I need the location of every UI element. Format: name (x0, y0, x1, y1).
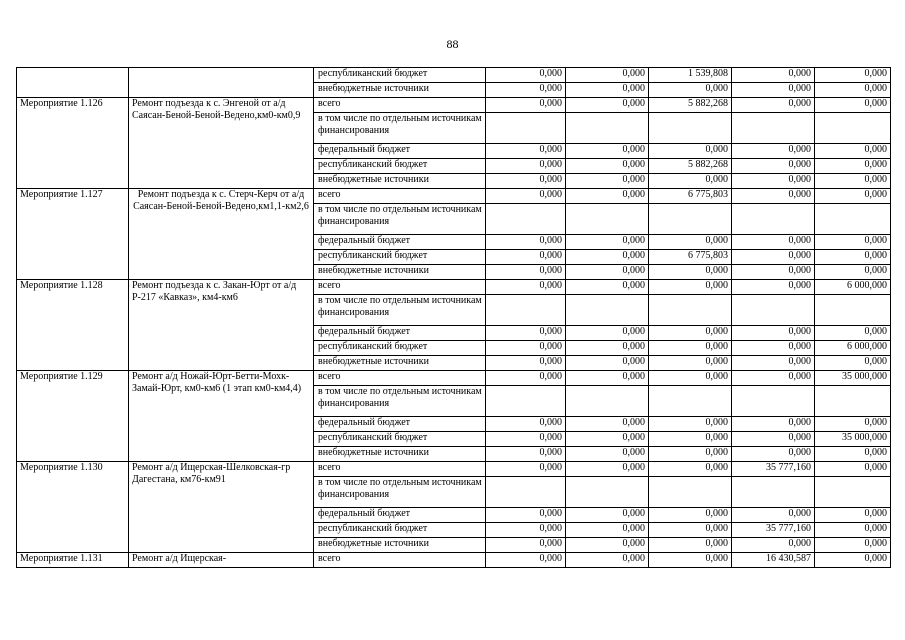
total-value-cell: 0,000 (649, 462, 732, 477)
offbudget-value-cell: 0,000 (732, 356, 815, 371)
source-label-cell: федеральный бюджет (314, 144, 486, 159)
federal-value-cell: 0,000 (815, 144, 891, 159)
measure-name-cell (129, 68, 314, 98)
total-value-cell: 0,000 (566, 371, 649, 386)
offbudget-value-cell: 0,000 (815, 174, 891, 189)
offbudget-value-cell: 0,000 (649, 538, 732, 553)
republic-value-cell: 0,000 (649, 341, 732, 356)
empty-value-cell (732, 204, 815, 235)
offbudget-value-cell: 0,000 (486, 538, 566, 553)
empty-value-cell (566, 295, 649, 326)
federal-value-cell: 0,000 (815, 508, 891, 523)
source-label-cell: республиканский бюджет (314, 159, 486, 174)
offbudget-value-cell: 0,000 (732, 265, 815, 280)
table-body (17, 68, 891, 568)
total-value-cell: 0,000 (566, 553, 649, 568)
total-value-cell: 0,000 (732, 280, 815, 295)
empty-value-cell (566, 477, 649, 508)
republic-value-cell: 0,000 (486, 523, 566, 538)
federal-value-cell: 0,000 (566, 144, 649, 159)
total-value-cell: 0,000 (566, 189, 649, 204)
federal-value-cell: 0,000 (566, 326, 649, 341)
total-value-cell: 16 430,587 (732, 553, 815, 568)
source-label-cell: в том числе по отдельным источникам финансирования (314, 386, 486, 417)
source-label-cell: федеральный бюджет (314, 508, 486, 523)
empty-value-cell (649, 477, 732, 508)
republic-value-cell: 0,000 (566, 68, 649, 83)
source-label-cell: республиканский бюджет (314, 432, 486, 447)
table-row (17, 371, 891, 386)
republic-value-cell: 35 000,000 (815, 432, 891, 447)
republic-value-cell: 0,000 (815, 523, 891, 538)
total-value-cell: 0,000 (566, 462, 649, 477)
offbudget-value-cell: 0,000 (649, 174, 732, 189)
offbudget-value-cell: 0,000 (649, 265, 732, 280)
empty-value-cell (815, 295, 891, 326)
federal-value-cell: 0,000 (486, 235, 566, 250)
republic-value-cell: 0,000 (486, 68, 566, 83)
republic-value-cell: 0,000 (732, 250, 815, 265)
source-label-cell: федеральный бюджет (314, 235, 486, 250)
total-value-cell: 0,000 (815, 189, 891, 204)
total-value-cell: 0,000 (486, 371, 566, 386)
empty-value-cell (732, 477, 815, 508)
republic-value-cell: 6 000,000 (815, 341, 891, 356)
republic-value-cell: 1 539,808 (649, 68, 732, 83)
empty-value-cell (815, 113, 891, 144)
federal-value-cell: 0,000 (486, 417, 566, 432)
empty-value-cell (732, 386, 815, 417)
offbudget-value-cell: 0,000 (815, 447, 891, 462)
republic-value-cell: 0,000 (486, 159, 566, 174)
offbudget-value-cell: 0,000 (732, 83, 815, 98)
offbudget-value-cell: 0,000 (732, 174, 815, 189)
total-value-cell: 0,000 (732, 189, 815, 204)
empty-value-cell (815, 477, 891, 508)
source-label-cell: федеральный бюджет (314, 417, 486, 432)
source-label-cell: внебюджетные источники (314, 83, 486, 98)
empty-value-cell (815, 386, 891, 417)
offbudget-value-cell: 0,000 (486, 174, 566, 189)
empty-value-cell (649, 113, 732, 144)
table-row (17, 189, 891, 204)
financing-table (16, 67, 891, 568)
measure-id-cell: Мероприятие 1.129 (17, 371, 129, 462)
source-label-cell: внебюджетные источники (314, 447, 486, 462)
offbudget-value-cell: 0,000 (566, 265, 649, 280)
total-value-cell: 0,000 (566, 280, 649, 295)
federal-value-cell: 0,000 (649, 235, 732, 250)
republic-value-cell: 0,000 (486, 250, 566, 265)
offbudget-value-cell: 0,000 (566, 356, 649, 371)
source-label-cell: всего (314, 462, 486, 477)
measure-id-cell: Мероприятие 1.126 (17, 98, 129, 189)
empty-value-cell (486, 113, 566, 144)
table-row (17, 98, 891, 113)
source-label-cell: в том числе по отдельным источникам финансирования (314, 113, 486, 144)
total-value-cell: 0,000 (486, 189, 566, 204)
source-label-cell: в том числе по отдельным источникам финансирования (314, 204, 486, 235)
republic-value-cell: 0,000 (815, 68, 891, 83)
empty-value-cell (486, 477, 566, 508)
measure-name-cell: Ремонт а/д Ищерская-Шелковская-гр Дагестана, км76-км91 (129, 462, 314, 553)
total-value-cell: 0,000 (815, 462, 891, 477)
measure-name-cell: Ремонт подъезда к с. Стерч-Керч от а/д Саясан-Беной-Беной-Ведено,км1,1-км2,6 (129, 189, 314, 280)
republic-value-cell: 6 775,803 (649, 250, 732, 265)
source-label-cell: внебюджетные источники (314, 265, 486, 280)
measure-name-cell: Ремонт а/д Ножай-Юрт-Бетти-Мохк-Замай-Юрт, км0-км6 (1 этап км0-км4,4) (129, 371, 314, 462)
federal-value-cell: 0,000 (486, 144, 566, 159)
empty-value-cell (486, 295, 566, 326)
table-row (17, 462, 891, 477)
federal-value-cell: 0,000 (486, 326, 566, 341)
federal-value-cell: 0,000 (649, 326, 732, 341)
republic-value-cell: 35 777,160 (732, 523, 815, 538)
total-value-cell: 0,000 (486, 553, 566, 568)
source-label-cell: всего (314, 371, 486, 386)
total-value-cell: 6 000,000 (815, 280, 891, 295)
total-value-cell: 0,000 (649, 553, 732, 568)
total-value-cell: 35 777,160 (732, 462, 815, 477)
offbudget-value-cell: 0,000 (486, 356, 566, 371)
source-label-cell: республиканский бюджет (314, 341, 486, 356)
total-value-cell: 0,000 (649, 280, 732, 295)
republic-value-cell: 0,000 (486, 432, 566, 447)
source-label-cell: республиканский бюджет (314, 68, 486, 83)
offbudget-value-cell: 0,000 (566, 447, 649, 462)
empty-value-cell (815, 204, 891, 235)
republic-value-cell: 0,000 (815, 250, 891, 265)
total-value-cell: 6 775,803 (649, 189, 732, 204)
offbudget-value-cell: 0,000 (486, 83, 566, 98)
republic-value-cell: 0,000 (566, 523, 649, 538)
measure-id-cell: Мероприятие 1.128 (17, 280, 129, 371)
page-number: 88 (446, 37, 459, 51)
federal-value-cell: 0,000 (486, 508, 566, 523)
total-value-cell: 0,000 (815, 553, 891, 568)
offbudget-value-cell: 0,000 (649, 356, 732, 371)
republic-value-cell: 0,000 (649, 523, 732, 538)
offbudget-value-cell: 0,000 (815, 83, 891, 98)
table-row (17, 553, 891, 568)
empty-value-cell (649, 386, 732, 417)
table-row (17, 68, 891, 83)
total-value-cell: 0,000 (649, 371, 732, 386)
empty-value-cell (566, 204, 649, 235)
republic-value-cell: 0,000 (649, 432, 732, 447)
federal-value-cell: 0,000 (566, 417, 649, 432)
republic-value-cell: 0,000 (815, 159, 891, 174)
total-value-cell: 0,000 (486, 280, 566, 295)
total-value-cell: 0,000 (732, 98, 815, 113)
source-label-cell: республиканский бюджет (314, 523, 486, 538)
offbudget-value-cell: 0,000 (649, 83, 732, 98)
empty-value-cell (566, 386, 649, 417)
empty-value-cell (732, 295, 815, 326)
offbudget-value-cell: 0,000 (566, 83, 649, 98)
republic-value-cell: 0,000 (566, 432, 649, 447)
federal-value-cell: 0,000 (732, 417, 815, 432)
empty-value-cell (486, 204, 566, 235)
offbudget-value-cell: 0,000 (815, 265, 891, 280)
federal-value-cell: 0,000 (649, 508, 732, 523)
total-value-cell: 0,000 (815, 98, 891, 113)
total-value-cell: 0,000 (486, 98, 566, 113)
measure-name-cell: Ремонт а/д Ищерская- (129, 553, 314, 568)
federal-value-cell: 0,000 (649, 417, 732, 432)
federal-value-cell: 0,000 (815, 235, 891, 250)
source-label-cell: в том числе по отдельным источникам финансирования (314, 295, 486, 326)
total-value-cell: 5 882,268 (649, 98, 732, 113)
offbudget-value-cell: 0,000 (566, 174, 649, 189)
offbudget-value-cell: 0,000 (732, 447, 815, 462)
republic-value-cell: 0,000 (566, 341, 649, 356)
table-row (17, 280, 891, 295)
republic-value-cell: 0,000 (732, 341, 815, 356)
federal-value-cell: 0,000 (566, 235, 649, 250)
empty-value-cell (649, 204, 732, 235)
source-label-cell: федеральный бюджет (314, 326, 486, 341)
source-label-cell: внебюджетные источники (314, 538, 486, 553)
measure-id-cell: Мероприятие 1.131 (17, 553, 129, 568)
offbudget-value-cell: 0,000 (486, 265, 566, 280)
offbudget-value-cell: 0,000 (566, 538, 649, 553)
empty-value-cell (649, 295, 732, 326)
federal-value-cell: 0,000 (815, 417, 891, 432)
source-label-cell: внебюджетные источники (314, 174, 486, 189)
source-label-cell: всего (314, 553, 486, 568)
source-label-cell: внебюджетные источники (314, 356, 486, 371)
offbudget-value-cell: 0,000 (649, 447, 732, 462)
republic-value-cell: 0,000 (732, 432, 815, 447)
offbudget-value-cell: 0,000 (815, 356, 891, 371)
federal-value-cell: 0,000 (732, 235, 815, 250)
federal-value-cell: 0,000 (732, 508, 815, 523)
measure-id-cell (17, 68, 129, 98)
total-value-cell: 35 000,000 (815, 371, 891, 386)
federal-value-cell: 0,000 (732, 326, 815, 341)
measure-id-cell: Мероприятие 1.127 (17, 189, 129, 280)
total-value-cell: 0,000 (486, 462, 566, 477)
measure-name-cell: Ремонт подъезда к с. Закан-Юрт от а/д Р-217 «Кавказ», км4-км6 (129, 280, 314, 371)
federal-value-cell: 0,000 (815, 326, 891, 341)
source-label-cell: всего (314, 189, 486, 204)
republic-value-cell: 0,000 (732, 68, 815, 83)
source-label-cell: в том числе по отдельным источникам финансирования (314, 477, 486, 508)
total-value-cell: 0,000 (732, 371, 815, 386)
federal-value-cell: 0,000 (566, 508, 649, 523)
republic-value-cell: 0,000 (566, 250, 649, 265)
republic-value-cell: 0,000 (566, 159, 649, 174)
empty-value-cell (732, 113, 815, 144)
empty-value-cell (566, 113, 649, 144)
measure-name-cell: Ремонт подъезда к с. Энгеной от а/д Саясан-Беной-Беной-Ведено,км0-км0,9 (129, 98, 314, 189)
source-label-cell: республиканский бюджет (314, 250, 486, 265)
offbudget-value-cell: 0,000 (732, 538, 815, 553)
total-value-cell: 0,000 (566, 98, 649, 113)
republic-value-cell: 0,000 (486, 341, 566, 356)
empty-value-cell (486, 386, 566, 417)
source-label-cell: всего (314, 98, 486, 113)
offbudget-value-cell: 0,000 (486, 447, 566, 462)
republic-value-cell: 5 882,268 (649, 159, 732, 174)
offbudget-value-cell: 0,000 (815, 538, 891, 553)
republic-value-cell: 0,000 (732, 159, 815, 174)
source-label-cell: всего (314, 280, 486, 295)
measure-id-cell: Мероприятие 1.130 (17, 462, 129, 553)
federal-value-cell: 0,000 (732, 144, 815, 159)
federal-value-cell: 0,000 (649, 144, 732, 159)
